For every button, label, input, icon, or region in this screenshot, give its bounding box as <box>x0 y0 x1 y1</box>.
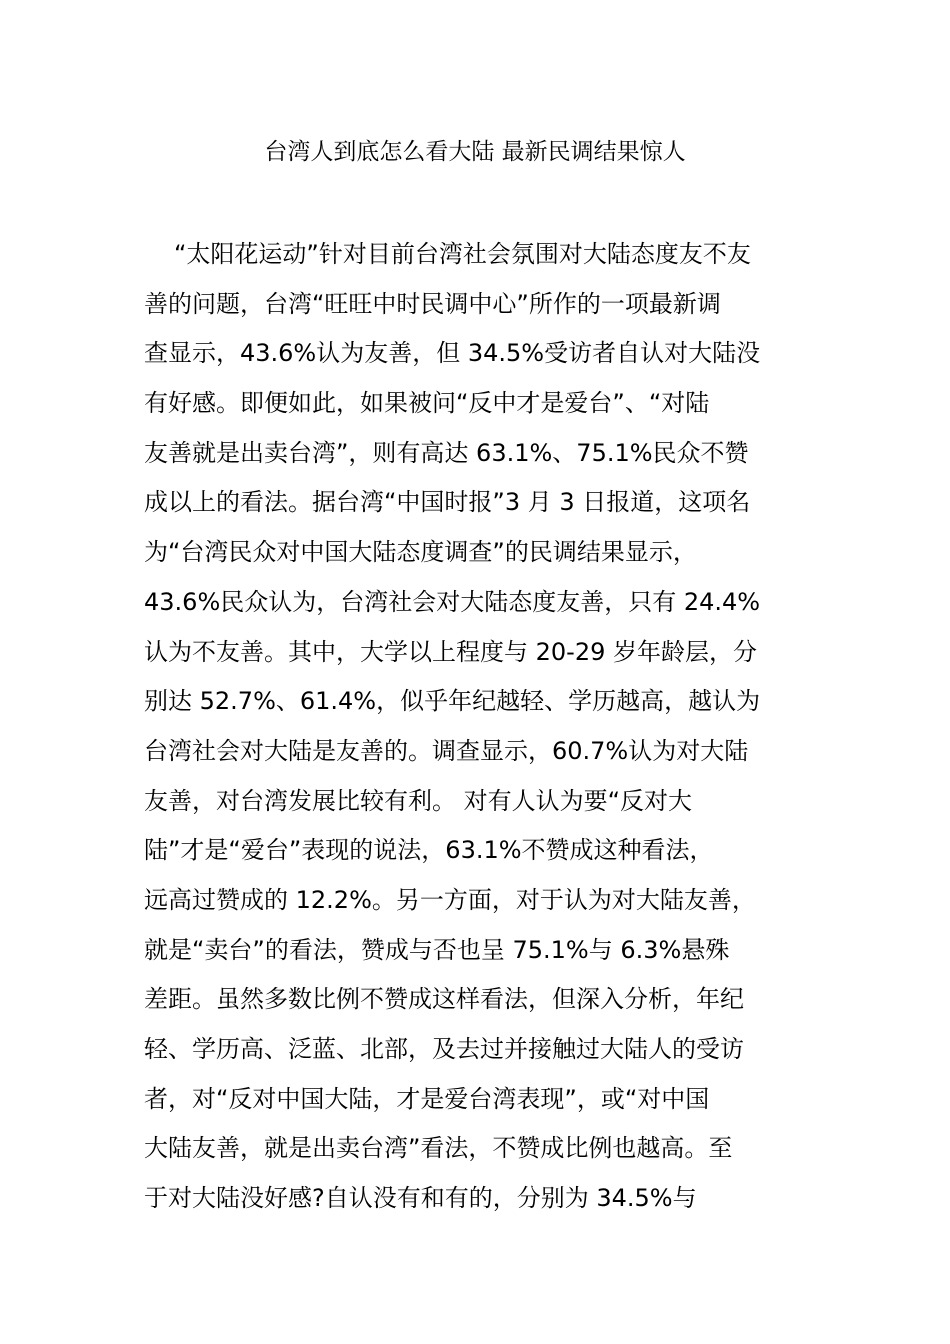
text-line: 者，对“反对中国大陆，才是爱台湾表现”，或“对中国 <box>144 1084 710 1113</box>
text-line: 差距。虽然多数比例不赞成这样看法，但深入分析，年纪 <box>144 985 744 1014</box>
article-body <box>144 230 814 1224</box>
text-line: 于对大陆没好感?自认没有和有的，分别为 34.5%与 <box>144 1184 697 1213</box>
document-title: 台湾人到底怎么看大陆 最新民调结果惊人 <box>264 139 686 165</box>
text-line: 大陆友善，就是出卖台湾”看法，不赞成比例也越高。至 <box>144 1134 733 1163</box>
text-line: 友善，对台湾发展比较有利。 对有人认为要“反对大 <box>144 786 693 815</box>
text-line: 查显示，43.6%认为友善，但 34.5%受访者自认对大陆没 <box>144 339 761 368</box>
text-line: 轻、学历高、泛蓝、北部，及去过并接触过大陆人的受访 <box>144 1035 744 1063</box>
text-line: 为“台湾民众对中国大陆态度调查”的民调结果显示， <box>144 538 697 567</box>
text-line: 远高过赞成的 12.2%。另一方面，对于认为对大陆友善， <box>144 885 756 914</box>
text-line: 善的问题，台湾“旺旺中时民调中心”所作的一项最新调 <box>144 289 721 318</box>
text-line: 别达 52.7%、61.4%，似乎年纪越轻、学历越高，越认为 <box>144 687 761 716</box>
text-line: 就是“卖台”的看法，赞成与否也呈 75.1%与 6.3%悬殊 <box>144 935 730 964</box>
text-line: 认为不友善。其中，大学以上程度与 20-29 岁年龄层，分 <box>144 637 757 666</box>
text-line: 有好感。即便如此，如果被问“反中才是爱台”、“对陆 <box>144 389 710 418</box>
text-line: “太阳花运动”针对目前台湾社会氛围对大陆态度友不友 <box>174 240 751 268</box>
text-line: 成以上的看法。据台湾“中国时报”3 月 3 日报道，这项名 <box>144 488 751 517</box>
text-line: 43.6%民众认为，台湾社会对大陆态度友善，只有 24.4% <box>144 587 761 616</box>
text-line: 友善就是出卖台湾”，则有高达 63.1%、75.1%民众不赞 <box>144 438 749 467</box>
text-line: 陆”才是“爱台”表现的说法，63.1%不赞成这种看法， <box>144 836 714 865</box>
text-line: 台湾社会对大陆是友善的。调查显示，60.7%认为对大陆 <box>144 736 749 765</box>
